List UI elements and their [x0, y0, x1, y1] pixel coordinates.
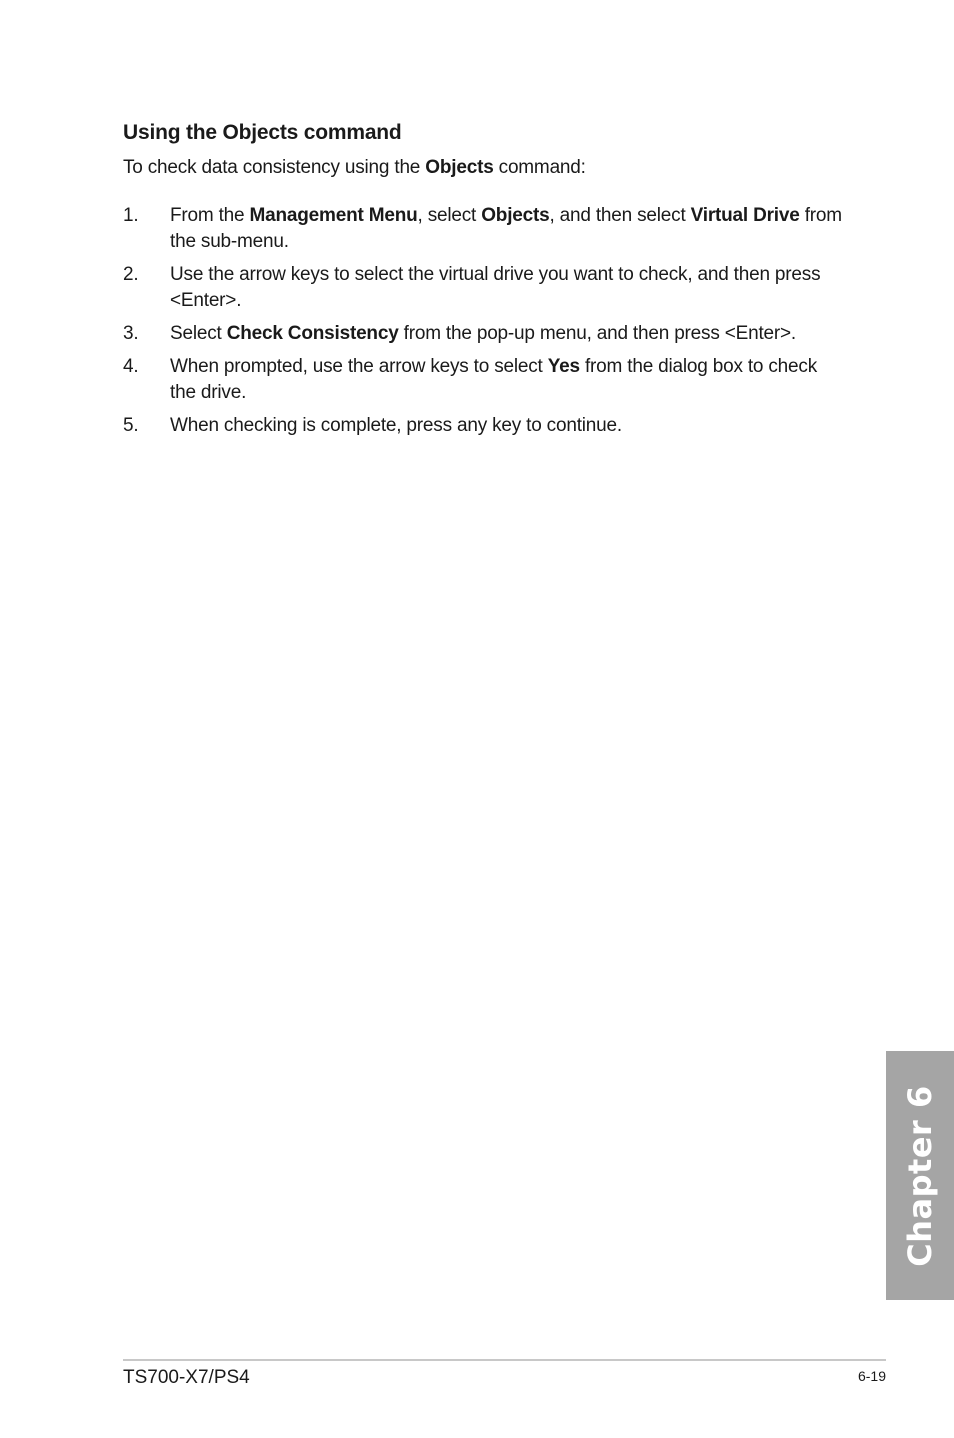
step-text-segment: From the [170, 205, 250, 226]
step-text-segment: from the dialog box to check the drive. [170, 356, 817, 403]
step-text-segment: , and then select [549, 205, 691, 226]
list-item [123, 413, 843, 439]
step-number: 2. [123, 264, 139, 285]
intro-text-before: To check data consistency using the [123, 157, 426, 178]
step-text-segment: Use the arrow keys to select the virtual drive you want to check, and then press <Enter>. [170, 264, 821, 311]
intro-text-after: command: [493, 157, 586, 178]
list-item [123, 321, 843, 347]
step-text-bold: Objects [481, 205, 550, 226]
chapter-tab [886, 1051, 954, 1300]
step-text [170, 413, 843, 439]
step-text [170, 203, 843, 255]
step-number: 3. [123, 323, 139, 344]
steps-list [123, 203, 843, 446]
list-item [123, 203, 843, 255]
step-text-bold: Management Menu [249, 205, 418, 226]
step-number: 4. [123, 356, 139, 377]
footer-model: TS700-X7/PS4 [123, 1367, 250, 1388]
step-text [170, 321, 843, 347]
intro-text-bold: Objects [425, 157, 494, 178]
step-text [170, 262, 843, 314]
step-text-segment: Select [170, 323, 227, 344]
footer-divider [123, 1359, 886, 1361]
step-text-bold: Yes [547, 356, 580, 377]
step-text-segment: When checking is complete, press any key to continue. [170, 415, 622, 436]
list-item [123, 354, 843, 406]
intro-paragraph [123, 157, 586, 179]
chapter-tab-label: Chapter 6 [901, 1084, 939, 1267]
list-item [123, 262, 843, 314]
step-text [170, 354, 843, 406]
step-text-segment: from the pop-up menu, and then press <Enter>. [398, 323, 797, 344]
step-text-bold: Check Consistency [226, 323, 399, 344]
footer-page-number: 6-19 [857, 1368, 886, 1384]
step-number: 5. [123, 415, 139, 436]
step-text-segment: When prompted, use the arrow keys to select [170, 356, 548, 377]
step-text-segment: , select [417, 205, 482, 226]
step-number: 1. [123, 205, 139, 226]
step-text-segment: from the sub-menu. [170, 205, 842, 252]
section-heading: Using the Objects command [123, 121, 402, 144]
step-text-bold: Virtual Drive [690, 205, 800, 226]
